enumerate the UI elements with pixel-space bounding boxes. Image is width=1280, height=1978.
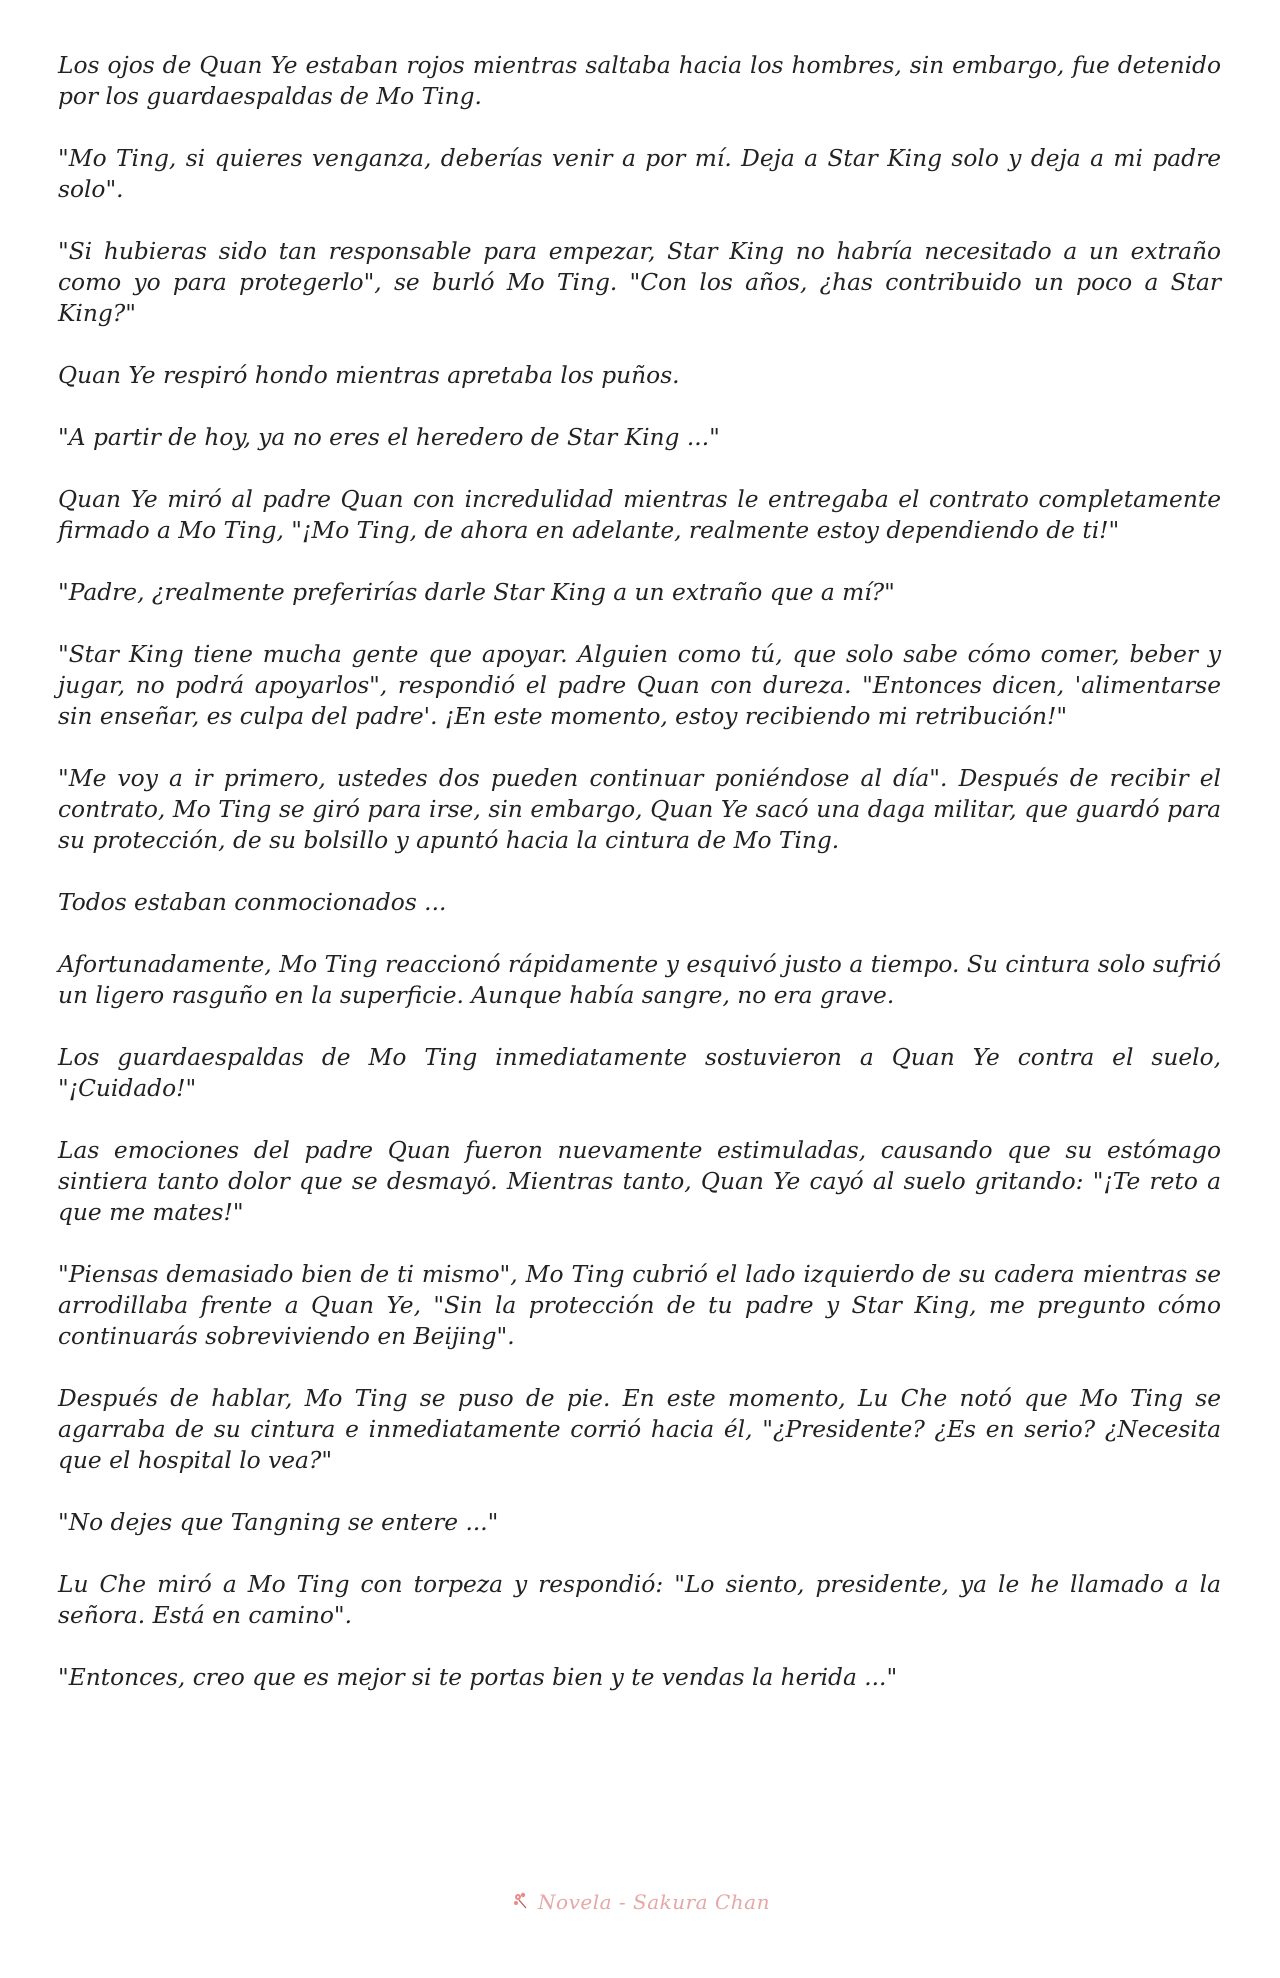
- sakura-flower-icon: [510, 1890, 532, 1912]
- paragraph: Quan Ye respiró hondo mientras apretaba los puños.: [58, 362, 680, 389]
- paragraph: Los guardaespaldas de Mo Ting inmediatamente sostuvieron a Quan Ye contra el suelo, "¡Cuidado!": [58, 1044, 1221, 1102]
- paragraph: "Mo Ting, si quieres venganza, deberías venir a por mí. Deja a Star King solo y deja a mi padre solo".: [58, 145, 1221, 203]
- paragraph: "Padre, ¿realmente preferirías darle Star King a un extraño que a mí?": [58, 579, 895, 606]
- document-body: [58, 50, 1221, 1724]
- paragraph: Después de hablar, Mo Ting se puso de pie. En este momento, Lu Che notó que Mo Ting se agarraba de su cintura e inmediatamente corrió hacia él, "¿Presidente? ¿Es en serio? ¿Necesita que el hospital lo vea?": [58, 1385, 1221, 1474]
- paragraph: "Star King tiene mucha gente que apoyar. Alguien como tú, que solo sabe cómo comer, beber y jugar, no podrá apoyarlos", respondió el padre Quan con dureza. "Entonces dicen, 'alimentarse sin enseñar, es culpa del padre'. ¡En este momento, estoy recibiendo mi retribución!": [58, 641, 1221, 730]
- watermark-text: Novela - Sakura Chan: [538, 1890, 770, 1914]
- paragraph: Quan Ye miró al padre Quan con incredulidad mientras le entregaba el contrato completamente firmado a Mo Ting, "¡Mo Ting, de ahora en adelante, realmente estoy dependiendo de ti!": [58, 486, 1221, 544]
- paragraph: "A partir de hoy, ya no eres el heredero de Star King ...": [58, 424, 720, 451]
- paragraph: Afortunadamente, Mo Ting reaccionó rápidamente y esquivó justo a tiempo. Su cintura solo sufrió un ligero rasguño en la superficie. Aunque había sangre, no era grave.: [58, 951, 1221, 1009]
- paragraph: Las emociones del padre Quan fueron nuevamente estimuladas, causando que su estómago sintiera tanto dolor que se desmayó. Mientras tanto, Quan Ye cayó al suelo gritando: "¡Te reto a que me mates!": [58, 1137, 1221, 1226]
- watermark-footer: [0, 1890, 1280, 1914]
- paragraph: Lu Che miró a Mo Ting con torpeza y respondió: "Lo siento, presidente, ya le he llamado a la señora. Está en camino".: [58, 1571, 1221, 1629]
- paragraph: Los ojos de Quan Ye estaban rojos mientras saltaba hacia los hombres, sin embargo, fue detenido por los guardaespaldas de Mo Ting.: [58, 52, 1221, 110]
- paragraph: "Piensas demasiado bien de ti mismo", Mo Ting cubrió el lado izquierdo de su cadera mientras se arrodillaba frente a Quan Ye, "Sin la protección de tu padre y Star King, me pregunto cómo continuarás sobreviviendo en Beijing".: [58, 1261, 1221, 1350]
- paragraph: "Me voy a ir primero, ustedes dos pueden continuar poniéndose al día". Después de recibir el contrato, Mo Ting se giró para irse, sin embargo, Quan Ye sacó una daga militar, que guardó para su protección, de su bolsillo y apuntó hacia la cintura de Mo Ting.: [58, 765, 1221, 854]
- paragraph: Todos estaban conmocionados ...: [58, 889, 447, 916]
- paragraph: "Si hubieras sido tan responsable para empezar, Star King no habría necesitado a un extraño como yo para protegerlo", se burló Mo Ting. "Con los años, ¿has contribuido un poco a Star King?": [58, 238, 1221, 327]
- paragraph: "Entonces, creo que es mejor si te portas bien y te vendas la herida ...": [58, 1664, 898, 1691]
- paragraph: "No dejes que Tangning se entere ...": [58, 1509, 499, 1536]
